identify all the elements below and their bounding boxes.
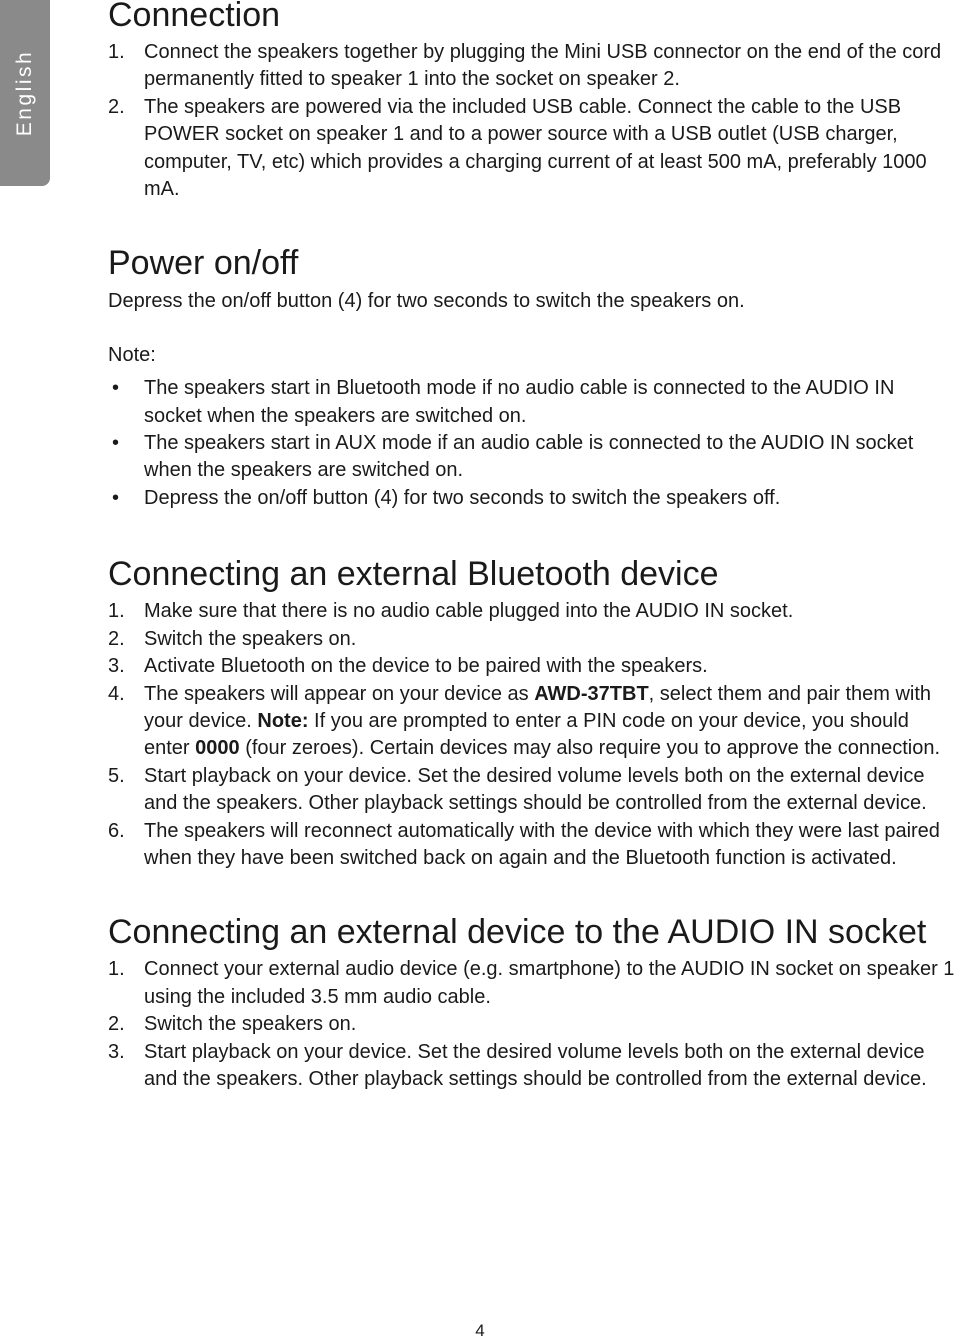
item-number: 1. bbox=[108, 958, 125, 981]
bullet-icon: • bbox=[112, 432, 120, 455]
item-text: Connect the speakers together by plugging the Mini USB connector on the end of the cord permanently fitted to speaker 1 into the socket on speaker 2. bbox=[144, 41, 942, 91]
note-label: Note: bbox=[108, 343, 156, 366]
section-bluetooth bbox=[108, 554, 956, 872]
bullet-text: The speakers start in Bluetooth mode if no audio cable is connected to the AUDIO IN socket when the speakers are switched on. bbox=[144, 377, 895, 427]
bluetooth-steps bbox=[108, 598, 956, 872]
item-number: 2. bbox=[108, 1013, 125, 1036]
list-item bbox=[108, 653, 956, 680]
list-item bbox=[108, 1039, 956, 1094]
heading-connection: Connection bbox=[108, 0, 281, 34]
list-item bbox=[108, 626, 956, 653]
heading-power: Power on/off bbox=[108, 244, 299, 283]
item-number: 6. bbox=[108, 819, 125, 842]
item-text: Make sure that there is no audio cable plugged into the AUDIO IN socket. bbox=[144, 600, 794, 623]
bullet-item bbox=[108, 375, 956, 430]
list-item bbox=[108, 681, 956, 763]
connection-steps bbox=[108, 39, 956, 203]
note-bullets bbox=[108, 375, 956, 512]
list-item bbox=[108, 598, 956, 625]
list-item bbox=[108, 39, 956, 94]
item-text: The speakers will reconnect automatically with the device with which they were last paired when they have been switched back on again and the Bluetooth function is activated. bbox=[144, 819, 940, 869]
list-item bbox=[108, 818, 956, 873]
language-tab-label: English bbox=[13, 49, 37, 137]
bullet-text: Depress the on/off button (4) for two seconds to switch the speakers off. bbox=[144, 486, 781, 509]
language-tab bbox=[0, 0, 50, 186]
item-text: Switch the speakers on. bbox=[144, 627, 357, 650]
item-text-part: , select them and pair them with your device. bbox=[144, 682, 932, 732]
list-item bbox=[108, 94, 956, 204]
list-item bbox=[108, 763, 956, 818]
item-text-part: (four zeroes). Certain devices may also require you to approve the connection. bbox=[239, 737, 941, 760]
pin-code: 0000 bbox=[195, 737, 240, 760]
item-number: 5. bbox=[108, 764, 125, 787]
audio-in-steps bbox=[108, 956, 956, 1093]
item-number: 4. bbox=[108, 682, 125, 705]
section-connection bbox=[108, 0, 956, 203]
page-number: 4 bbox=[475, 1321, 485, 1340]
item-number: 3. bbox=[108, 1040, 125, 1063]
heading-audio-in: Connecting an external device to the AUDIO IN socket bbox=[108, 913, 927, 952]
item-text: Start playback on your device. Set the desired volume levels both on the external device and the speakers. Other playback settings should be controlled from the external device. bbox=[144, 1040, 927, 1090]
inline-note-label: Note: bbox=[257, 709, 309, 732]
bullet-icon: • bbox=[112, 377, 120, 400]
bullet-item bbox=[108, 485, 956, 512]
heading-bluetooth: Connecting an external Bluetooth device bbox=[108, 555, 719, 594]
item-number: 2. bbox=[108, 627, 125, 650]
bullet-text: The speakers start in AUX mode if an audio cable is connected to the AUDIO IN socket when the speakers are switched on. bbox=[144, 432, 914, 482]
model-name: AWD-37TBT bbox=[534, 682, 649, 705]
list-item bbox=[108, 956, 956, 1011]
bullet-item bbox=[108, 430, 956, 485]
power-intro: Depress the on/off button (4) for two seconds to switch the speakers on. bbox=[108, 290, 745, 313]
item-text: Activate Bluetooth on the device to be paired with the speakers. bbox=[144, 655, 708, 678]
item-number: 3. bbox=[108, 655, 125, 678]
item-text: Connect your external audio device (e.g. smartphone) to the AUDIO IN socket on speaker 1 using the included 3.5 mm audio cable. bbox=[144, 958, 955, 1008]
item-number: 1. bbox=[108, 41, 125, 63]
section-audio-in bbox=[108, 912, 956, 1093]
item-text: The speakers are powered via the included USB cable. Connect the cable to the USB POWER socket on speaker 1 and to a power source with a USB outlet (USB charger, computer, TV, etc) which provides a charging current of at least 500 mA, preferably 1000 mA. bbox=[144, 95, 927, 201]
bullet-icon: • bbox=[112, 486, 120, 509]
item-text-part: The speakers will appear on your device as bbox=[144, 682, 535, 705]
item-text-part: If you are prompted to enter a PIN code on your device, you should enter bbox=[144, 709, 909, 760]
section-power bbox=[108, 243, 956, 512]
item-number: 1. bbox=[108, 600, 125, 623]
page-content bbox=[108, 0, 956, 1093]
item-text: Switch the speakers on. bbox=[144, 1013, 357, 1036]
item-text: Start playback on your device. Set the desired volume levels both on the external device and the speakers. Other playback settings should be controlled from the external device. bbox=[144, 764, 927, 815]
item-number: 2. bbox=[108, 95, 125, 118]
list-item bbox=[108, 1011, 956, 1038]
